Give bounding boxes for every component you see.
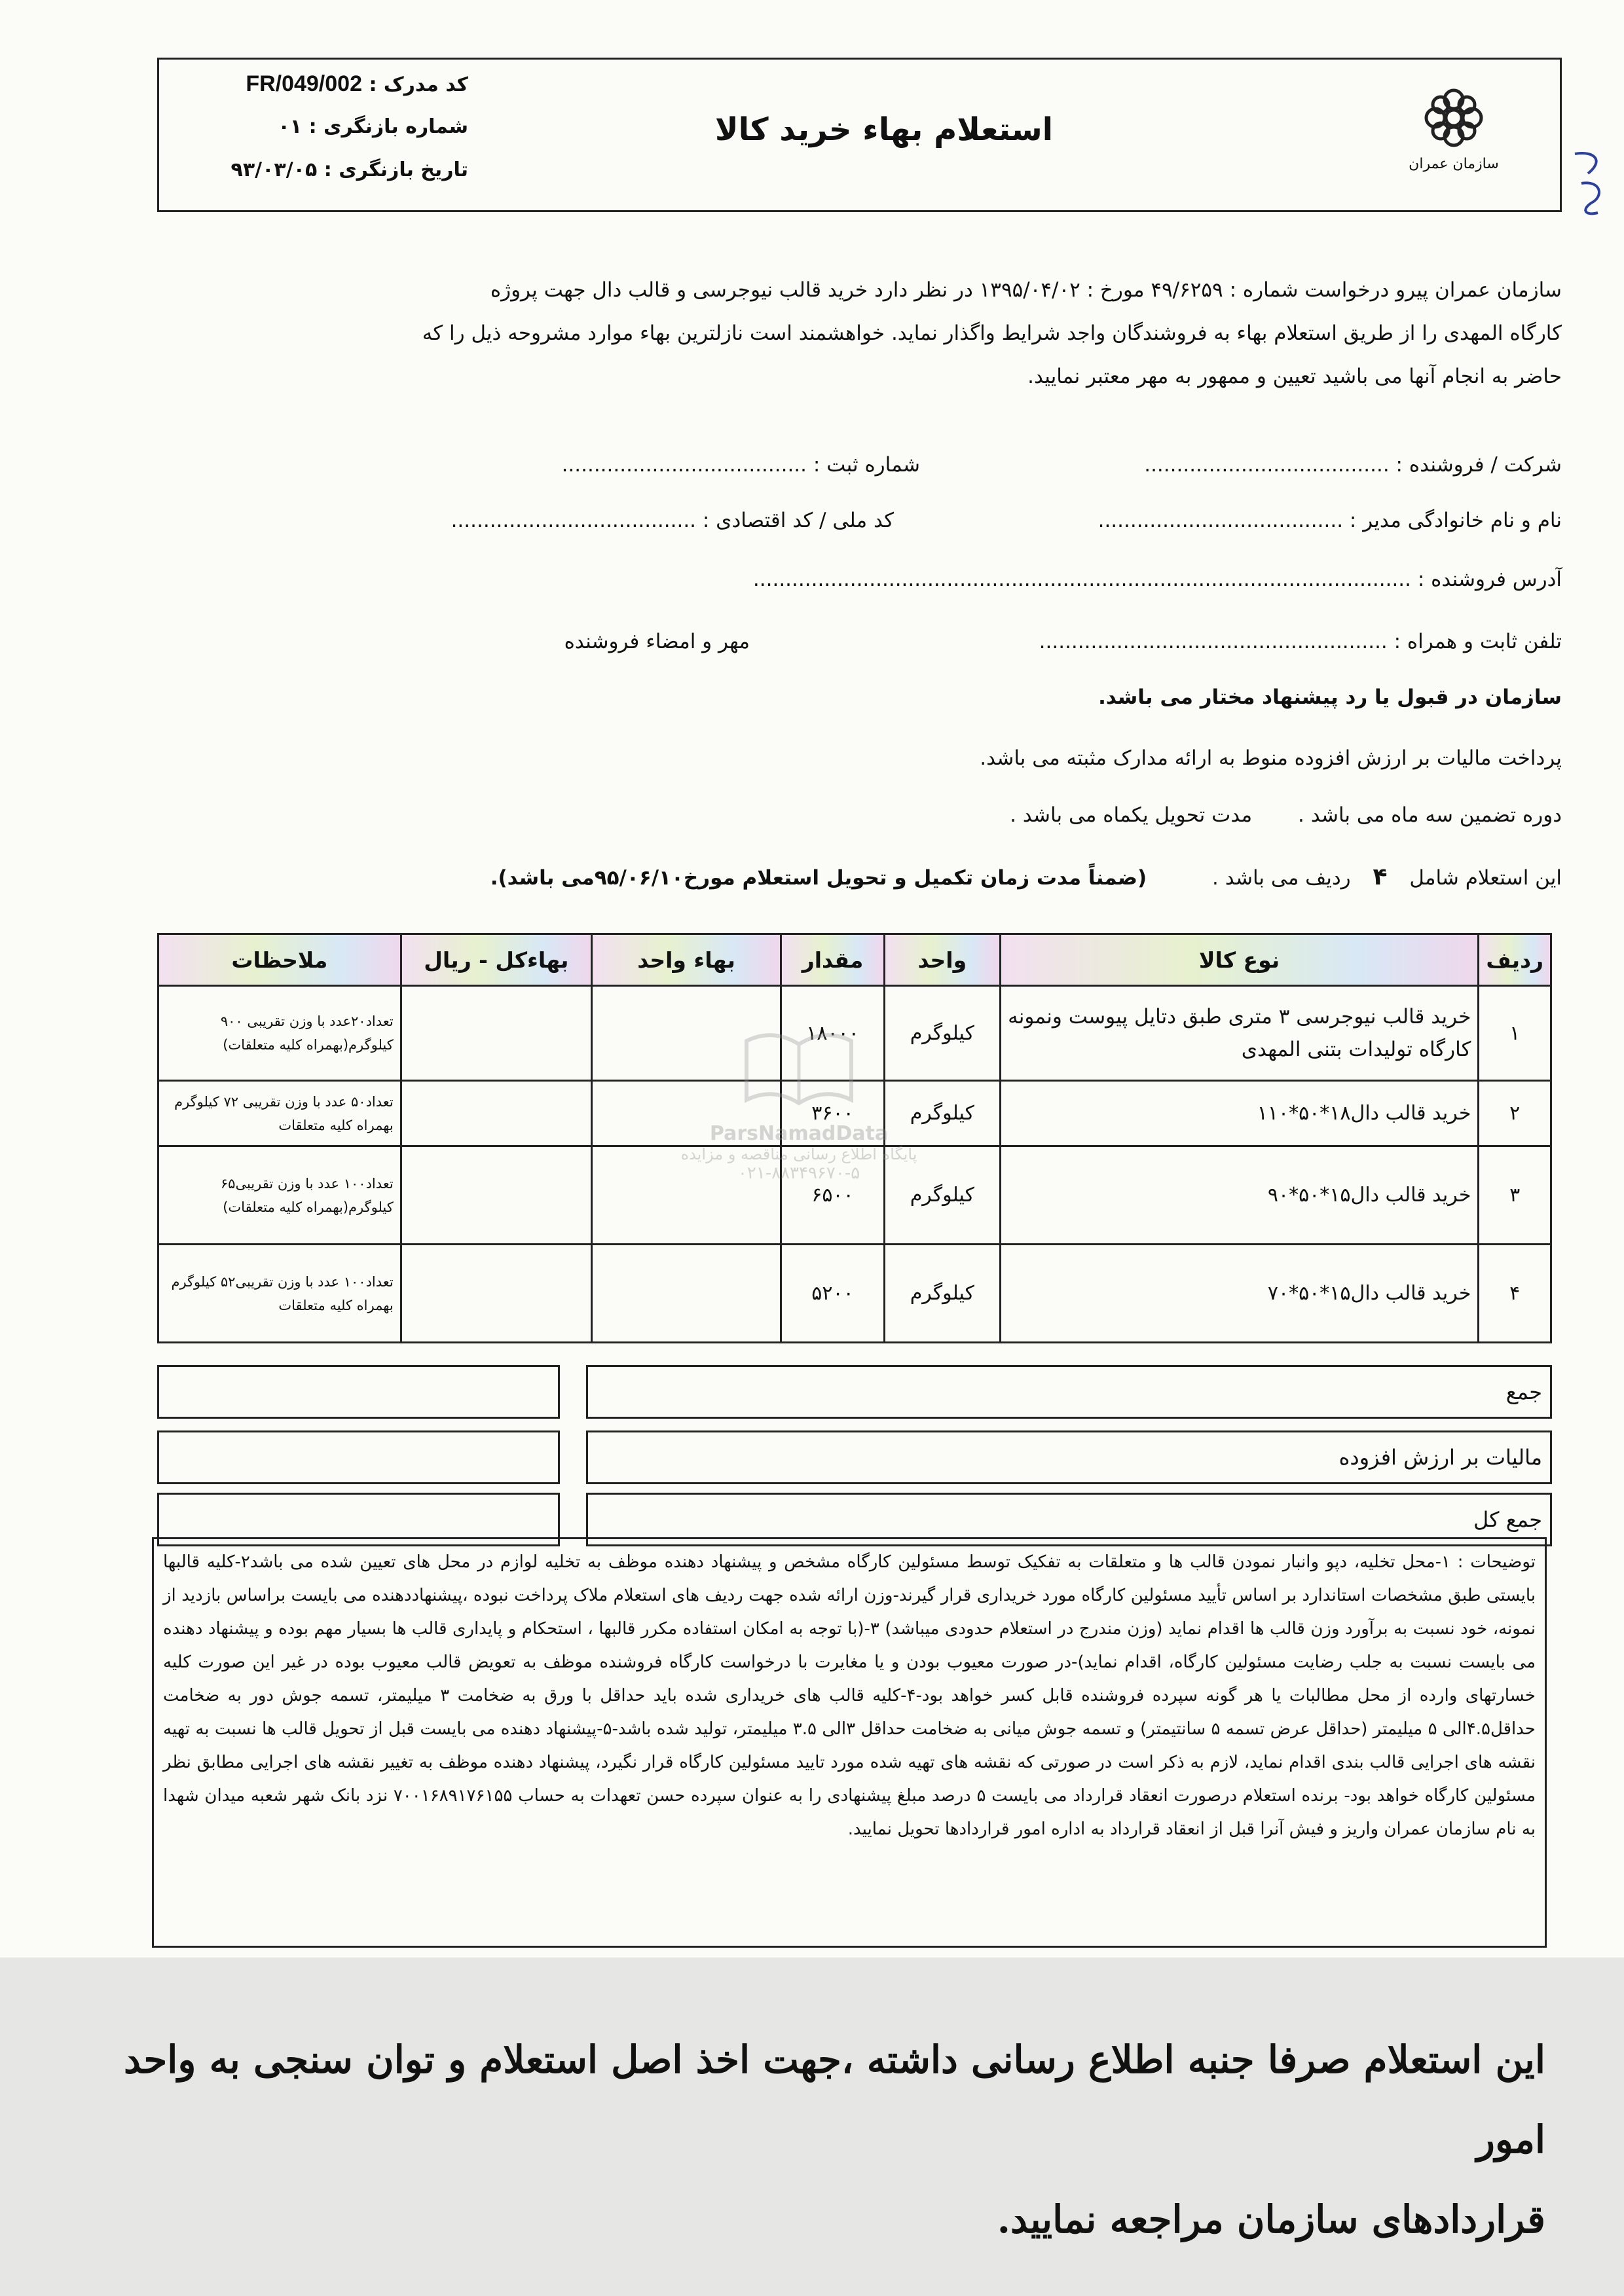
rows-count: ۴ [1373, 864, 1388, 890]
vat-value[interactable] [157, 1430, 560, 1484]
doc-code-label: کد مدرک : [369, 73, 468, 96]
phone-row [157, 622, 1562, 661]
row-number: ۳ [1479, 1146, 1551, 1245]
unit-cell: کیلوگرم [884, 1146, 1000, 1245]
quantity-cell: ۵۲۰۰ [781, 1245, 885, 1343]
table-row [158, 1245, 1551, 1343]
remarks-cell: تعداد۱۰۰ عدد با وزن تقریبی۵۲ کیلوگرم بهمراه کلیه متعلقات [158, 1245, 401, 1343]
quantity-cell: ۶۵۰۰ [781, 1146, 885, 1245]
company-row [157, 445, 1562, 484]
doc-code: FR/049/002 [246, 71, 362, 96]
flower-logo-icon [1421, 85, 1486, 151]
sum-label: جمع [586, 1365, 1552, 1419]
watermark-brand: ParsNamadData [709, 1122, 889, 1145]
logo-caption: سازمان عمران [1409, 156, 1499, 172]
intro-line: کارگاه المهدی را از طریق استعلام بهاء به فروشندگان واجد شرایط واگذار نماید. خواهشمند است نازلترین بهاء موارد مشروحه ذیل را که [422, 321, 1562, 345]
grand-total-label: جمع کل [586, 1493, 1552, 1546]
revision-date-row [167, 149, 468, 192]
column-header: بهاءکل - ریال [401, 934, 591, 986]
row-number: ۱ [1479, 986, 1551, 1081]
total-price-cell[interactable] [401, 1245, 591, 1343]
registration-number-field[interactable]: شماره ثبت : ...................................... [561, 453, 920, 477]
rows-suffix: ردیف می باشد . [1211, 866, 1351, 890]
sum-value[interactable] [157, 1365, 560, 1419]
stamp-notice [85, 2020, 1545, 2259]
seal-signature-label: مهر و امضاء فروشنده [564, 630, 750, 653]
manager-row [157, 501, 1562, 540]
doc-code-row [167, 62, 468, 105]
row-number: ۲ [1479, 1081, 1551, 1146]
guarantee-note: دوره تضمین سه ماه می باشد . [1298, 803, 1562, 827]
remarks-cell: تعداد۲۰عدد با وزن تقریبی ۹۰۰ کیلوگرم(بهمراه کلیه متعلقات) [158, 986, 401, 1081]
organization-logo [1408, 85, 1500, 172]
item-description: خرید قالب دال۱۵*۵۰*۷۰ [1000, 1245, 1479, 1343]
revision-date: ۹۳/۰۳/۰۵ [231, 158, 318, 181]
revision-row [167, 105, 468, 149]
national-id-field[interactable]: کد ملی / کد اقتصادی : ...................................... [451, 509, 894, 532]
book-watermark-icon [733, 1021, 864, 1120]
revision-number: ۰۱ [278, 115, 303, 138]
column-header: ملاحظات [158, 934, 401, 986]
address-row [157, 560, 1562, 599]
form-title: استعلام بهاء خرید کالا [714, 111, 1054, 148]
phone-field[interactable]: تلفن ثابت و همراه : ...................................................... [1039, 630, 1562, 653]
intro-line: سازمان عمران پیرو درخواست شماره : ۴۹/۶۲۵۹ مورخ : ۱۳۹۵/۰۴/۰۲ در نظر دارد خرید قالب نیوجرسی و قالب دال جهت پروژه [490, 278, 1562, 302]
column-header: نوع کالا [1000, 934, 1479, 986]
remarks-cell: تعداد۵۰ عدد با وزن تقریبی ۷۲ کیلوگرم بهمراه کلیه متعلقات [158, 1081, 401, 1146]
intro-paragraph [157, 268, 1562, 398]
total-price-cell[interactable] [401, 1081, 591, 1146]
watermark-phone: ۰۲۱-۸۸۳۴۹۶۷۰-۵ [737, 1163, 860, 1183]
column-header: واحد [884, 934, 1000, 986]
vat-row [157, 1430, 1552, 1484]
parsnamad-watermark [661, 1021, 936, 1257]
notes-box: توضیحات : ۱-محل تخلیه، دپو وانبار نمودن قالب ها و متعلقات به تفکیک توسط مسئولین کارگاه مشخص و پیشنهاد دهنده موظف به تخلیه لوازم در محل های تعیین شده می باشد۲-کلیه قالبها بایستی طبق مشخصات استاندارد بر اساس تأیید مسئولین کارگاه مورد خریداری قرار گیرند-وزن ارائه شده جهت ردیف های استعلام ملاک پرداخت نبوده ،پیشنهاددهنده می بایست براساس بازدید از نمونه، خود نسبت به برآورد وزن قالب ها اقدام نماید (وزن مندرج در استعلام حدودی میباشد) ۳-(با توجه به امکان استفاده مکرر قالبها ، استحکام و پایداری قالب ها بسیار مهم بوده و پیشنهاد دهنده می بایست نسبت به جلب رضایت مسئولین کارگاه، اقدام نماید)-در صورت معیوب بودن و یا مغایرت با درخواست کارگاه فروشنده موظف به تعویض قالب معیوب بوده در غیر این صورت کلیه خسارتهای وارده از محل مطالبات یا هر گونه سپرده فروشنده قابل کسر خواهد بود-۴-کلیه قالب های خریداری شده باید حداقل با ورق به ضخامت ۳ میلیمتر، تسمه جوش دور به ضخامت حداقل۴.۵الی ۵ میلیمتر (حداقل عرض تسمه ۵ سانتیمتر) و تسمه جوش میانی به ضخامت حداقل ۳الی ۳.۵ میلیمتر، تولید شده باشد-۵-پیشنهاد دهنده می بایست قبل از تحویل قالب ها نسبت به تهیه نقشه های اجرایی قالب بندی اقدام نماید، لازم به ذکر است در صورتی که نقشه های تهیه شده مورد تایید مسئولین کارگاه قرار نگیرد، پیشنهاد دهنده موظف به تغییر نقشه های اجرایی مطابق نظر مسئولین کارگاه خواهد بود- برنده استعلام درصورت انعقاد قرارداد می بایست ۵ درصد مبلغ پیشنهادی را به عنوان سپرده حسن تعهدات به حساب ۷۰۰۱۶۸۹۱۷۶۱۵۵ نزد بانک شهر شعبه میدان شهدا به نام سازمان عمران واریز و فیش آنرا قبل از انعقاد قرارداد به اداره امور قراردادها تحویل نمایید. [152, 1537, 1547, 1948]
stamp-line: قراردادهای سازمان مراجعه نمایید. [997, 2197, 1545, 2242]
column-header: بهاء واحد [591, 934, 781, 986]
manager-name-field[interactable]: نام و نام خانوادگی مدیر : ...................................... [1098, 509, 1562, 532]
revision-label: شماره بازنگری : [308, 115, 468, 138]
total-price-cell[interactable] [401, 986, 591, 1081]
column-header: ردیف [1479, 934, 1551, 986]
company-field[interactable]: شرکت / فروشنده : ...................................... [1144, 453, 1562, 477]
quantity-cell: ۱۸۰۰۰ [781, 986, 885, 1081]
delivery-note: مدت تحویل یکماه می باشد . [1010, 803, 1253, 827]
unit-cell: کیلوگرم [884, 1081, 1000, 1146]
unit-cell: کیلوگرم [884, 1245, 1000, 1343]
revision-date-label: تاریخ بازنگری : [323, 158, 468, 181]
accept-reject-note: سازمان در قبول یا رد پیشنهاد مختار می باشد. [1098, 685, 1562, 709]
document-info [167, 62, 468, 192]
table-header-row [158, 934, 1551, 986]
total-price-cell[interactable] [401, 1146, 591, 1245]
item-description: خرید قالب دال۱۵*۵۰*۹۰ [1000, 1146, 1479, 1245]
rows-prefix: این استعلام شامل [1409, 866, 1562, 890]
sum-row [157, 1365, 1552, 1419]
row-number: ۴ [1479, 1245, 1551, 1343]
address-field[interactable]: آدرس فروشنده : ...................................................................................................... [752, 568, 1562, 591]
intro-line: حاضر به انجام آنها می باشید تعیین و ممهور به مهر معتبر نمایید. [1027, 365, 1562, 388]
unit-price-cell[interactable] [591, 1245, 781, 1343]
rows-count-row [157, 858, 1562, 897]
guarantee-delivery-row [157, 795, 1562, 835]
watermark-line: پایگاه اطلاع رسانی مناقصه و مزایده [680, 1145, 917, 1163]
remarks-cell: تعداد۱۰۰ عدد با وزن تقریبی۶۵ کیلوگرم(بهمراه کلیه متعلقات) [158, 1146, 401, 1245]
quantity-cell: ۳۶۰۰ [781, 1081, 885, 1146]
unit-cell: کیلوگرم [884, 986, 1000, 1081]
item-description: خرید قالب دال۱۸*۵۰*۱۱۰ [1000, 1081, 1479, 1146]
column-header: مقدار [781, 934, 885, 986]
deadline-note: (ضمناً مدت زمان تکمیل و تحویل استعلام مورخ۹۵/۰۶/۱۰می باشد). [490, 866, 1147, 890]
item-description: خرید قالب نیوجرسی ۳ متری طبق دتایل پیوست ونمونه کارگاه تولیدات بتنی المهدی [1000, 986, 1479, 1081]
stamp-line: این استعلام صرفا جنبه اطلاع رسانی داشته ،جهت اخذ اصل استعلام و توان سنجی به واحد امور [123, 2037, 1545, 2162]
vat-label: مالیات بر ارزش افزوده [586, 1430, 1552, 1484]
handwritten-margin-mark [1568, 144, 1614, 223]
vat-note: پرداخت مالیات بر ارزش افزوده منوط به ارائه مدارک مثبته می باشد. [980, 746, 1562, 770]
